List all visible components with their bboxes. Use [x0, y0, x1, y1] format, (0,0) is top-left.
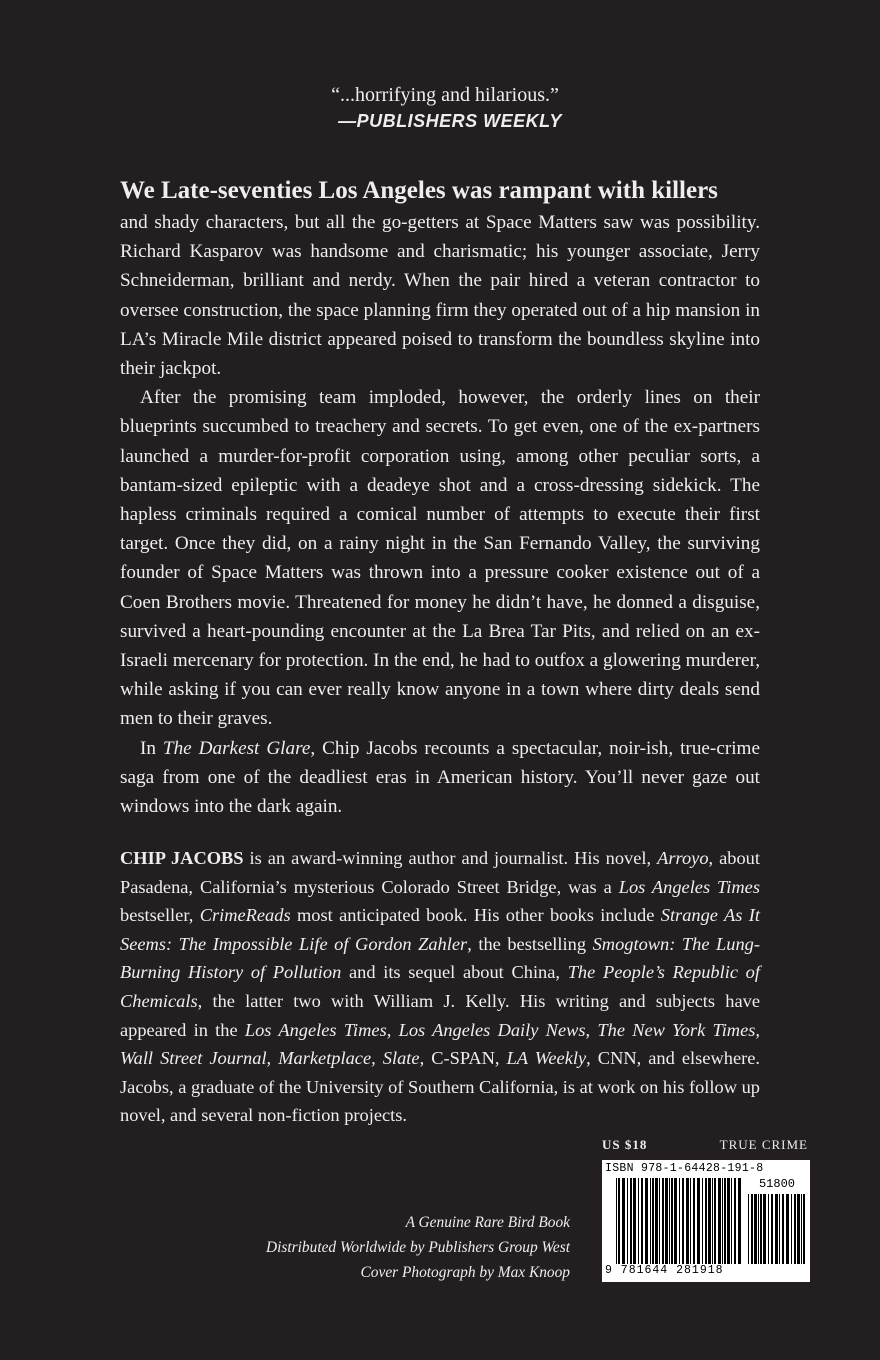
barcode-bar: [803, 1194, 805, 1264]
review-quote: [0, 84, 880, 132]
barcode-bar: [671, 1178, 673, 1264]
barcode-bar: [782, 1194, 784, 1264]
book-description: [120, 174, 760, 821]
credit-distributor: Distributed Worldwide by Publishers Group West: [266, 1239, 570, 1256]
barcode-bar: [779, 1194, 780, 1264]
quote-text: “...horrifying and hilarious.”: [331, 84, 559, 106]
barcode-bar: [679, 1178, 680, 1264]
barcode-bar: [690, 1178, 691, 1264]
barcode-bar: [727, 1178, 730, 1264]
barcode-bars: [616, 1178, 742, 1264]
barcode-bar: [659, 1178, 660, 1264]
price-category-row: [602, 1137, 808, 1153]
description-paragraph-2: After the promising team imploded, however, the orderly lines on their blueprints succumbed to treachery and secrets. To get even, one of the ex-partners launched a murder-for-profit corporation using, among other peculiar sorts, a bantam-sized epileptic with a deadeye shot and a cross-dressing sidekick. The hapless criminals required a comical number of attempts to execute their first target. Once they did, on a rainy night in the San Fernando Valley, the surviving founder of Space Matters was thrown into a pressure cooker existence out of a Coen Brothers movie. Threatened for money he didn’t have, he donned a disguise, survived a heart-pounding encounter at the La Brea Tar Pits, and relied on an ex-Israeli mercenary for protection. In the end, he had to outfox a glowering murderer, while asking if you can ever really know anyone in a town where dirty deals send men to their graves.: [120, 387, 760, 730]
barcode-bar: [786, 1194, 789, 1264]
quote-source: —PUBLISHERS WEEKLY: [338, 111, 562, 131]
barcode-bar: [650, 1178, 651, 1264]
barcode-bar: [758, 1194, 759, 1264]
credit-photographer: Cover Photograph by Max Knoop: [360, 1264, 570, 1281]
barcode-bar: [801, 1194, 802, 1264]
barcode-bar: [622, 1178, 625, 1264]
barcode-bar: [731, 1178, 732, 1264]
barcode-bar: [760, 1194, 762, 1264]
barcode-bar: [697, 1178, 700, 1264]
barcode-bar: [763, 1194, 766, 1264]
barcode-bar: [734, 1178, 736, 1264]
isbn-text: ISBN 978-1-64428-191-8: [605, 1162, 764, 1175]
credits: [200, 1210, 570, 1285]
barcode-bar: [705, 1178, 707, 1264]
author-bio-paragraph: CHIP JACOBS is an award-winning author and journalist. His novel, Arroyo, about Pasadena, California’s mysterious Colorado Street Bridge, was a Los Angeles Times bestseller, CrimeReads most anticipated book. His other books include Strange As It Seems: The Impossible Life of Gordon Zahler, the bestselling Smogtown: The Lung-Burning History of Pollution and its sequel about China, The People’s Republic of Chemicals, the latter two with William J. Kelly. His writing and subjects have appeared in the Los Angeles Times, Los Angeles Daily News, The New York Times, Wall Street Journal, Marketplace, Slate, C-SPAN, LA Weekly, CNN, and elsewhere. Jacobs, a graduate of the University of Southern California, is at work on his follow up novel, and several non-fiction projects.: [120, 848, 761, 1126]
credit-publisher: A Genuine Rare Bird Book: [405, 1214, 570, 1231]
barcode-bar: [702, 1178, 703, 1264]
barcode-bar: [665, 1178, 668, 1264]
author-bio: [120, 844, 760, 1130]
barcode-bar: [641, 1178, 643, 1264]
barcode-bar: [738, 1178, 741, 1264]
barcode-bar: [630, 1178, 632, 1264]
barcode-supplement: 51800: [758, 1177, 795, 1191]
barcode-bar: [633, 1178, 636, 1264]
barcode-supplement-bars: [748, 1194, 806, 1264]
barcode-bar: [645, 1178, 648, 1264]
barcode-bar: [662, 1178, 664, 1264]
barcode-bar: [655, 1178, 658, 1264]
barcode-bar: [616, 1178, 617, 1264]
barcode-digits: 9 781644 281918: [605, 1264, 724, 1277]
description-lead: We Late-seventies Los Angeles was rampant with killers: [120, 177, 718, 204]
barcode-bar: [748, 1194, 749, 1264]
barcode-bar: [682, 1178, 684, 1264]
barcode-bar: [669, 1178, 670, 1264]
barcode-bar: [797, 1194, 800, 1264]
barcode-bar: [712, 1178, 713, 1264]
barcode-bar: [714, 1178, 716, 1264]
category: TRUE CRIME: [719, 1137, 808, 1152]
author-name: CHIP JACOBS: [120, 848, 244, 868]
barcode-bar: [686, 1178, 689, 1264]
barcode-bar: [754, 1194, 757, 1264]
barcode-bar: [674, 1178, 677, 1264]
barcode-bar: [775, 1194, 778, 1264]
barcode-bar: [693, 1178, 695, 1264]
barcode-bar: [771, 1194, 773, 1264]
barcode-bar: [708, 1178, 711, 1264]
barcode-bar: [718, 1178, 721, 1264]
barcode-bar: [627, 1178, 628, 1264]
barcode-bar: [638, 1178, 639, 1264]
description-paragraph-1: We Late-seventies Los Angeles was rampant with killers and shady characters, but all the go-getters at Space Matters saw was possibility. Richard Kasparov was handsome and charismatic; his younger associate, Jerry Schneiderman, brilliant and nerdy. When the pair hired a veteran contractor to oversee construction, the space planning firm they operated out of a hip mansion in LA’s Miracle Mile district appeared poised to transform the boundless skyline into their jackpot.: [120, 174, 760, 383]
barcode-bar: [791, 1194, 792, 1264]
barcode-bar: [652, 1178, 654, 1264]
description-paragraph-3: In The Darkest Glare, Chip Jacobs recounts a spectacular, noir-ish, true-crime saga from one of the deadliest eras in American history. You’ll never gaze out windows into the dark again.: [120, 737, 760, 818]
barcode-bar: [724, 1178, 726, 1264]
barcode-bar: [751, 1194, 753, 1264]
book-title: The Darkest Glare: [162, 737, 311, 759]
price: US $18: [602, 1137, 648, 1152]
barcode-bar: [768, 1194, 769, 1264]
barcode-bar: [618, 1178, 620, 1264]
barcode-bar: [794, 1194, 796, 1264]
barcode: [602, 1160, 810, 1282]
barcode-bar: [722, 1178, 723, 1264]
